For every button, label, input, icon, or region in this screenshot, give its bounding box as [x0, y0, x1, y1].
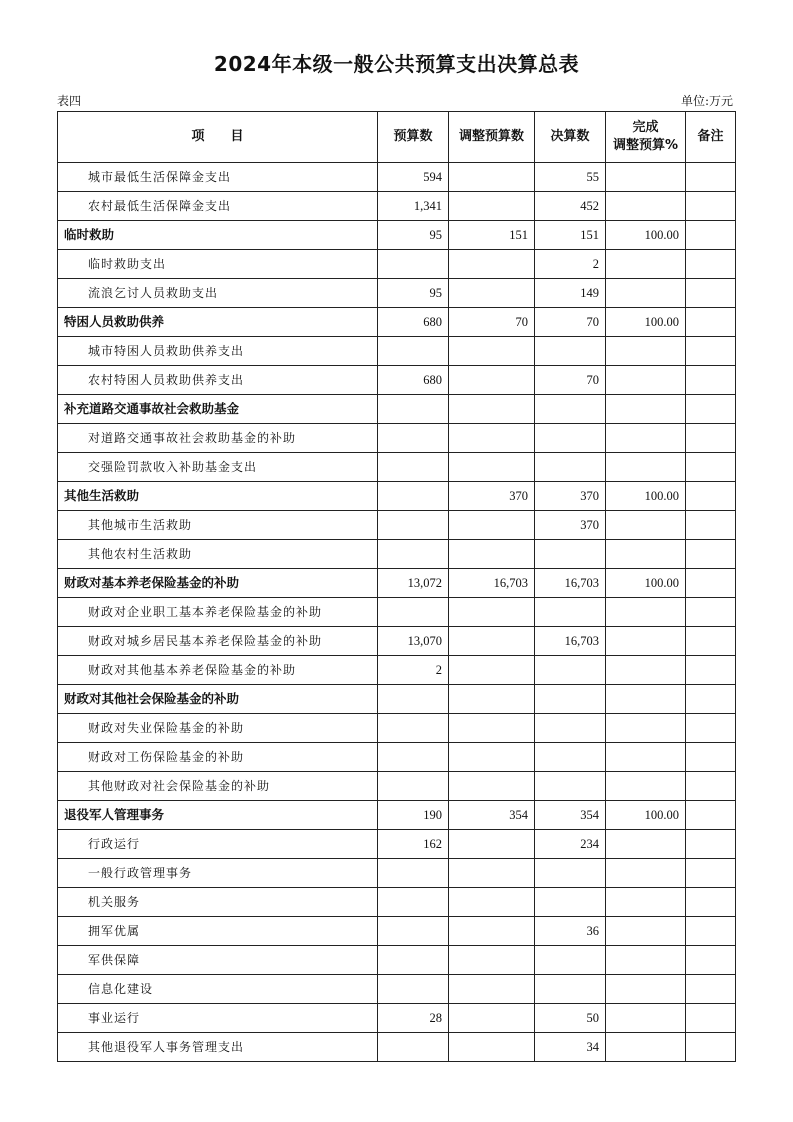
cell-budget: 594: [378, 163, 449, 192]
table-header-row: [58, 112, 736, 163]
cell-completion: [606, 598, 686, 627]
cell-remark: [686, 917, 736, 946]
cell-item-name: 农村特困人员救助供养支出: [58, 366, 378, 395]
cell-adjusted-budget: [449, 743, 535, 772]
cell-remark: [686, 511, 736, 540]
budget-table: [57, 111, 736, 1062]
cell-item-name: 其他财政对社会保险基金的补助: [58, 772, 378, 801]
cell-final-accounts: [535, 859, 606, 888]
cell-adjusted-budget: [449, 656, 535, 685]
cell-item-name: 财政对其他社会保险基金的补助: [58, 685, 378, 714]
cell-final-accounts: [535, 337, 606, 366]
cell-remark: [686, 569, 736, 598]
cell-remark: [686, 163, 736, 192]
cell-remark: [686, 308, 736, 337]
cell-adjusted-budget: [449, 772, 535, 801]
cell-budget: [378, 888, 449, 917]
category-row: [58, 221, 736, 250]
cell-final-accounts: 55: [535, 163, 606, 192]
cell-remark: [686, 424, 736, 453]
cell-final-accounts: [535, 395, 606, 424]
cell-item-name: 一般行政管理事务: [58, 859, 378, 888]
cell-completion: [606, 975, 686, 1004]
cell-completion: [606, 366, 686, 395]
cell-final-accounts: 70: [535, 366, 606, 395]
cell-completion: [606, 714, 686, 743]
cell-item-name: 其他退役军人事务管理支出: [58, 1033, 378, 1062]
header-completion: [606, 112, 686, 163]
cell-item-name: 退役军人管理事务: [58, 801, 378, 830]
cell-adjusted-budget: [449, 511, 535, 540]
cell-budget: [378, 598, 449, 627]
cell-item-name: 特困人员救助供养: [58, 308, 378, 337]
cell-item-name: 事业运行: [58, 1004, 378, 1033]
item-row: [58, 975, 736, 1004]
cell-remark: [686, 801, 736, 830]
item-row: [58, 1033, 736, 1062]
item-row: [58, 743, 736, 772]
cell-final-accounts: [535, 743, 606, 772]
cell-completion: [606, 337, 686, 366]
cell-remark: [686, 859, 736, 888]
cell-item-name: 其他生活救助: [58, 482, 378, 511]
cell-item-name: 财政对工伤保险基金的补助: [58, 743, 378, 772]
table-body: [58, 163, 736, 1062]
cell-final-accounts: 2: [535, 250, 606, 279]
cell-item-name: 交强险罚款收入补助基金支出: [58, 453, 378, 482]
category-row: [58, 482, 736, 511]
cell-remark: [686, 598, 736, 627]
cell-item-name: 财政对其他基本养老保险基金的补助: [58, 656, 378, 685]
cell-budget: [378, 917, 449, 946]
item-row: [58, 511, 736, 540]
category-row: [58, 395, 736, 424]
cell-budget: [378, 714, 449, 743]
cell-adjusted-budget: 151: [449, 221, 535, 250]
cell-adjusted-budget: [449, 540, 535, 569]
header-completion-line1: 完成: [632, 120, 659, 135]
cell-completion: [606, 627, 686, 656]
header-budget: 预算数: [378, 112, 449, 163]
cell-completion: [606, 772, 686, 801]
cell-remark: [686, 656, 736, 685]
cell-budget: 680: [378, 366, 449, 395]
cell-budget: [378, 743, 449, 772]
cell-item-name: 补充道路交通事故社会救助基金: [58, 395, 378, 424]
cell-final-accounts: 50: [535, 1004, 606, 1033]
item-row: [58, 250, 736, 279]
cell-adjusted-budget: [449, 627, 535, 656]
cell-adjusted-budget: [449, 395, 535, 424]
cell-adjusted-budget: [449, 598, 535, 627]
cell-item-name: 流浪乞讨人员救助支出: [58, 279, 378, 308]
cell-budget: [378, 1033, 449, 1062]
cell-item-name: 其他农村生活救助: [58, 540, 378, 569]
cell-item-name: 对道路交通事故社会救助基金的补助: [58, 424, 378, 453]
cell-remark: [686, 482, 736, 511]
cell-item-name: 财政对企业职工基本养老保险基金的补助: [58, 598, 378, 627]
cell-remark: [686, 250, 736, 279]
cell-item-name: 临时救助支出: [58, 250, 378, 279]
cell-budget: [378, 250, 449, 279]
item-row: [58, 279, 736, 308]
cell-budget: [378, 511, 449, 540]
cell-final-accounts: [535, 946, 606, 975]
cell-completion: [606, 1033, 686, 1062]
cell-item-name: 机关服务: [58, 888, 378, 917]
cell-adjusted-budget: [449, 1033, 535, 1062]
cell-budget: [378, 453, 449, 482]
cell-final-accounts: [535, 772, 606, 801]
category-row: [58, 685, 736, 714]
item-row: [58, 453, 736, 482]
cell-budget: [378, 395, 449, 424]
cell-budget: [378, 540, 449, 569]
header-completion-line2: 调整预算%: [612, 138, 679, 153]
cell-item-name: 行政运行: [58, 830, 378, 859]
item-row: [58, 192, 736, 221]
cell-final-accounts: [535, 975, 606, 1004]
cell-final-accounts: 70: [535, 308, 606, 337]
cell-budget: 13,072: [378, 569, 449, 598]
cell-budget: [378, 859, 449, 888]
cell-adjusted-budget: [449, 685, 535, 714]
cell-remark: [686, 830, 736, 859]
item-row: [58, 366, 736, 395]
cell-adjusted-budget: [449, 424, 535, 453]
cell-final-accounts: [535, 714, 606, 743]
cell-adjusted-budget: 70: [449, 308, 535, 337]
cell-final-accounts: 370: [535, 511, 606, 540]
cell-adjusted-budget: [449, 975, 535, 1004]
cell-remark: [686, 192, 736, 221]
cell-adjusted-budget: 16,703: [449, 569, 535, 598]
cell-final-accounts: [535, 424, 606, 453]
cell-remark: [686, 975, 736, 1004]
cell-remark: [686, 366, 736, 395]
unit-label: 单位:万元: [680, 94, 733, 108]
cell-adjusted-budget: [449, 366, 535, 395]
cell-completion: [606, 163, 686, 192]
cell-final-accounts: 234: [535, 830, 606, 859]
cell-budget: 190: [378, 801, 449, 830]
cell-item-name: 拥军优属: [58, 917, 378, 946]
cell-adjusted-budget: [449, 453, 535, 482]
cell-completion: 100.00: [606, 482, 686, 511]
cell-adjusted-budget: [449, 830, 535, 859]
cell-budget: 680: [378, 308, 449, 337]
cell-final-accounts: 149: [535, 279, 606, 308]
cell-completion: 100.00: [606, 569, 686, 598]
cell-remark: [686, 888, 736, 917]
cell-budget: 2: [378, 656, 449, 685]
category-row: [58, 801, 736, 830]
cell-adjusted-budget: [449, 917, 535, 946]
cell-completion: [606, 1004, 686, 1033]
item-row: [58, 337, 736, 366]
item-row: [58, 163, 736, 192]
item-row: [58, 656, 736, 685]
cell-item-name: 城市最低生活保障金支出: [58, 163, 378, 192]
cell-final-accounts: [535, 656, 606, 685]
header-item: 项 目: [58, 112, 378, 163]
cell-final-accounts: 370: [535, 482, 606, 511]
cell-item-name: 农村最低生活保障金支出: [58, 192, 378, 221]
cell-final-accounts: [535, 888, 606, 917]
cell-budget: [378, 482, 449, 511]
cell-final-accounts: [535, 598, 606, 627]
item-row: [58, 917, 736, 946]
cell-budget: 162: [378, 830, 449, 859]
cell-budget: [378, 337, 449, 366]
cell-final-accounts: 452: [535, 192, 606, 221]
item-row: [58, 598, 736, 627]
cell-remark: [686, 453, 736, 482]
cell-item-name: 城市特困人员救助供养支出: [58, 337, 378, 366]
cell-adjusted-budget: [449, 859, 535, 888]
item-row: [58, 540, 736, 569]
cell-adjusted-budget: 370: [449, 482, 535, 511]
cell-completion: [606, 917, 686, 946]
cell-completion: [606, 830, 686, 859]
cell-final-accounts: 36: [535, 917, 606, 946]
cell-completion: [606, 192, 686, 221]
cell-item-name: 财政对基本养老保险基金的补助: [58, 569, 378, 598]
cell-remark: [686, 337, 736, 366]
cell-budget: [378, 975, 449, 1004]
cell-final-accounts: 16,703: [535, 627, 606, 656]
cell-item-name: 军供保障: [58, 946, 378, 975]
cell-remark: [686, 743, 736, 772]
cell-completion: [606, 250, 686, 279]
item-row: [58, 424, 736, 453]
cell-remark: [686, 540, 736, 569]
header-remark: 备注: [686, 112, 736, 163]
cell-completion: [606, 888, 686, 917]
cell-completion: [606, 279, 686, 308]
item-row: [58, 627, 736, 656]
cell-budget: 95: [378, 221, 449, 250]
cell-adjusted-budget: [449, 946, 535, 975]
cell-completion: [606, 743, 686, 772]
cell-adjusted-budget: [449, 714, 535, 743]
cell-completion: 100.00: [606, 221, 686, 250]
cell-final-accounts: [535, 685, 606, 714]
cell-remark: [686, 627, 736, 656]
cell-budget: 13,070: [378, 627, 449, 656]
header-adjusted-budget: 调整预算数: [449, 112, 535, 163]
cell-remark: [686, 279, 736, 308]
cell-adjusted-budget: [449, 279, 535, 308]
cell-remark: [686, 685, 736, 714]
cell-completion: 100.00: [606, 801, 686, 830]
cell-adjusted-budget: [449, 888, 535, 917]
cell-budget: 95: [378, 279, 449, 308]
cell-remark: [686, 946, 736, 975]
item-row: [58, 888, 736, 917]
cell-completion: [606, 453, 686, 482]
page-title: 2024年本级一般公共预算支出决算总表: [213, 52, 580, 76]
cell-item-name: 临时救助: [58, 221, 378, 250]
cell-final-accounts: [535, 540, 606, 569]
cell-adjusted-budget: [449, 192, 535, 221]
item-row: [58, 859, 736, 888]
cell-completion: [606, 540, 686, 569]
cell-remark: [686, 1004, 736, 1033]
cell-item-name: 财政对失业保险基金的补助: [58, 714, 378, 743]
cell-completion: [606, 656, 686, 685]
cell-budget: [378, 946, 449, 975]
cell-budget: [378, 424, 449, 453]
cell-item-name: 财政对城乡居民基本养老保险基金的补助: [58, 627, 378, 656]
header-final-accounts: 决算数: [535, 112, 606, 163]
cell-item-name: 其他城市生活救助: [58, 511, 378, 540]
cell-final-accounts: [535, 453, 606, 482]
cell-completion: [606, 946, 686, 975]
table-number: 表四: [57, 94, 82, 108]
cell-final-accounts: 16,703: [535, 569, 606, 598]
cell-remark: [686, 221, 736, 250]
item-row: [58, 1004, 736, 1033]
cell-item-name: 信息化建设: [58, 975, 378, 1004]
cell-adjusted-budget: [449, 1004, 535, 1033]
item-row: [58, 830, 736, 859]
item-row: [58, 772, 736, 801]
item-row: [58, 714, 736, 743]
cell-adjusted-budget: 354: [449, 801, 535, 830]
cell-final-accounts: 151: [535, 221, 606, 250]
cell-budget: [378, 772, 449, 801]
cell-adjusted-budget: [449, 337, 535, 366]
cell-remark: [686, 772, 736, 801]
cell-budget: [378, 685, 449, 714]
cell-completion: [606, 859, 686, 888]
category-row: [58, 569, 736, 598]
cell-final-accounts: 34: [535, 1033, 606, 1062]
cell-adjusted-budget: [449, 163, 535, 192]
category-row: [58, 308, 736, 337]
cell-completion: [606, 395, 686, 424]
cell-completion: 100.00: [606, 308, 686, 337]
cell-remark: [686, 395, 736, 424]
cell-adjusted-budget: [449, 250, 535, 279]
cell-remark: [686, 714, 736, 743]
cell-final-accounts: 354: [535, 801, 606, 830]
cell-completion: [606, 685, 686, 714]
cell-completion: [606, 511, 686, 540]
item-row: [58, 946, 736, 975]
cell-budget: 1,341: [378, 192, 449, 221]
cell-remark: [686, 1033, 736, 1062]
cell-completion: [606, 424, 686, 453]
cell-budget: 28: [378, 1004, 449, 1033]
